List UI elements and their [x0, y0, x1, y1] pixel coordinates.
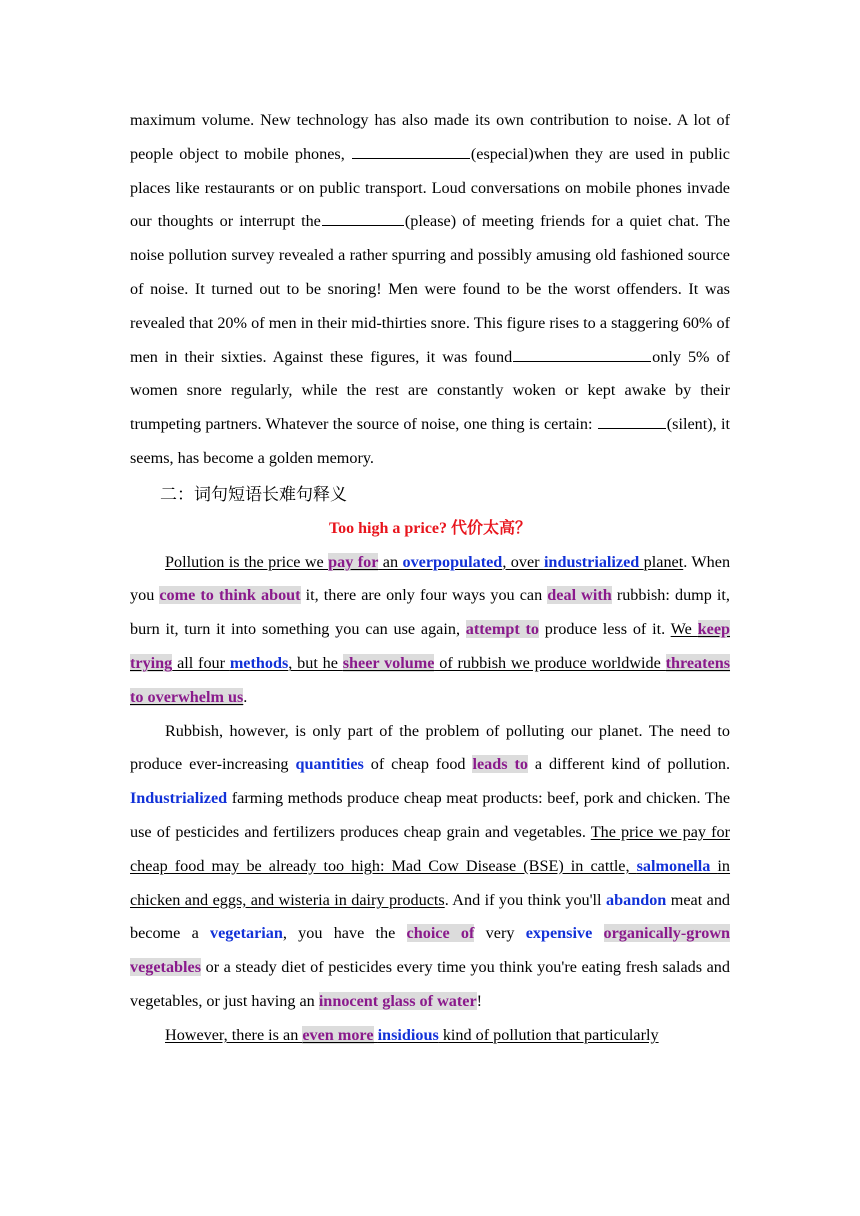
fill-in-blank[interactable]: [322, 209, 404, 226]
highlighted-phrase: organically-grown vegetables: [130, 924, 731, 977]
highlighted-phrase: pay for: [328, 552, 379, 571]
text-run: rubbish: dump it, burn it, turn it into something you can use again,: [130, 586, 730, 639]
fill-in-blank[interactable]: [352, 142, 470, 159]
keyword: salmonella: [636, 856, 718, 875]
text-run: [592, 924, 603, 942]
underlined-sentence: [165, 1026, 659, 1044]
text-run: farming methods produce cheap meat products: beef, pork and chicken. The use of pesticides and fertilizers produces cheap grain and vegetables.: [130, 789, 730, 841]
passage-title: Too high a price? 代价太高？: [328, 519, 532, 537]
keyword: expensive: [525, 924, 593, 943]
section-heading: 二：词句短语长难句释义: [160, 484, 347, 505]
text-run: . And if you think you'll: [444, 890, 606, 909]
text-run: The price we pay for cheap food may be already too high: Mad Cow Disease (BSE) in cattle,: [130, 822, 730, 875]
highlighted-phrase: deal with: [547, 586, 612, 605]
highlighted-phrase: even more: [302, 1025, 374, 1044]
keyword: insidious: [377, 1025, 439, 1044]
text-run: in chicken and eggs, and wisteria in dairy products: [130, 856, 731, 909]
document-page: [130, 104, 730, 1053]
text-run: a different kind of pollution.: [527, 755, 731, 774]
text-run: kind of pollution that particularly: [438, 1025, 659, 1044]
text-run: , but he: [288, 653, 343, 672]
text-run: of cheap food: [363, 755, 473, 774]
text-run: when they are used in public places like restaurants or on public transport. Loud conversations on mobile phones invade our thoughts or interrupt the: [130, 144, 730, 231]
text-run: an: [378, 552, 403, 571]
blank-hint: (silent): [666, 415, 713, 434]
keyword: methods: [229, 653, 289, 672]
highlighted-phrase: threatens to overwhelm us: [130, 653, 731, 706]
highlighted-phrase: come to think about: [159, 586, 301, 605]
text-run: of rubbish we produce worldwide: [434, 653, 666, 672]
text-run: maximum volume. New technology has also made its own contribution to noise. A lot of people object to mobile phones,: [130, 111, 730, 163]
text-run: of meeting friends for a quiet chat. The noise pollution survey revealed a rather spurring and possibly amusing old fashioned source of noise. It turned out to be snoring! Men were found to be the worst offenders. It was revealed that 20% of men in their mid-thirties snore. This figure rises to a staggering 60% of men in their sixties. Against these figures, it was found: [130, 212, 731, 366]
paragraph-insidious: [130, 1019, 730, 1053]
text-run: Pollution is the price we: [165, 552, 329, 571]
text-run: !: [476, 991, 483, 1010]
paragraph-noise: [130, 104, 730, 476]
text-run: meat and become a: [130, 890, 731, 943]
highlighted-phrase: attempt to: [465, 620, 540, 639]
keyword: overpopulated: [402, 552, 503, 571]
text-run: , it seems, has become a golden memory.: [130, 415, 730, 467]
text-run: produce less of it.: [539, 620, 671, 639]
fill-in-blank[interactable]: [513, 345, 651, 362]
text-run: , you have the: [282, 924, 407, 943]
text-run: it, there are only four ways you can: [300, 586, 548, 605]
paragraph-food-pollution: [130, 715, 730, 1019]
text-run: However, there is an: [165, 1025, 303, 1044]
text-run: or a steady diet of pesticides every time you think you're eating fresh salads and vegetables, or just having an: [130, 958, 730, 1010]
highlighted-phrase: leads to: [472, 755, 528, 774]
highlighted-phrase: choice of: [406, 924, 475, 943]
fill-in-blank[interactable]: [598, 412, 666, 429]
highlighted-phrase: sheer volume: [342, 653, 435, 672]
keyword: quantities: [295, 755, 364, 774]
keyword: Industrialized: [130, 789, 228, 808]
highlighted-phrase: keep trying: [130, 620, 730, 672]
text-run: , over: [502, 552, 544, 571]
text-run: Rubbish, however, is only part of the problem of polluting our planet. The need to produce ever-increasing: [130, 721, 730, 774]
text-run: We: [670, 620, 698, 639]
highlighted-phrase: innocent glass of water: [318, 991, 477, 1010]
underlined-sentence: [165, 553, 683, 571]
blank-hint: (especial): [470, 144, 534, 163]
text-run: planet: [643, 552, 684, 571]
text-run: only 5% of women snore regularly, while the rest are constantly woken or kept awake by their trumpeting partners. Whatever the source of noise, one thing is certain:: [130, 347, 731, 434]
text-run: .: [243, 687, 248, 706]
keyword: abandon: [606, 890, 667, 909]
blank-hint: (please): [404, 212, 457, 231]
text-run: all four: [172, 653, 230, 672]
paragraph-rubbish: [130, 546, 730, 715]
keyword: vegetarian: [210, 924, 283, 943]
keyword: industrialized: [543, 552, 644, 571]
text-run: very: [474, 924, 526, 943]
text-run: . When you: [130, 552, 731, 605]
